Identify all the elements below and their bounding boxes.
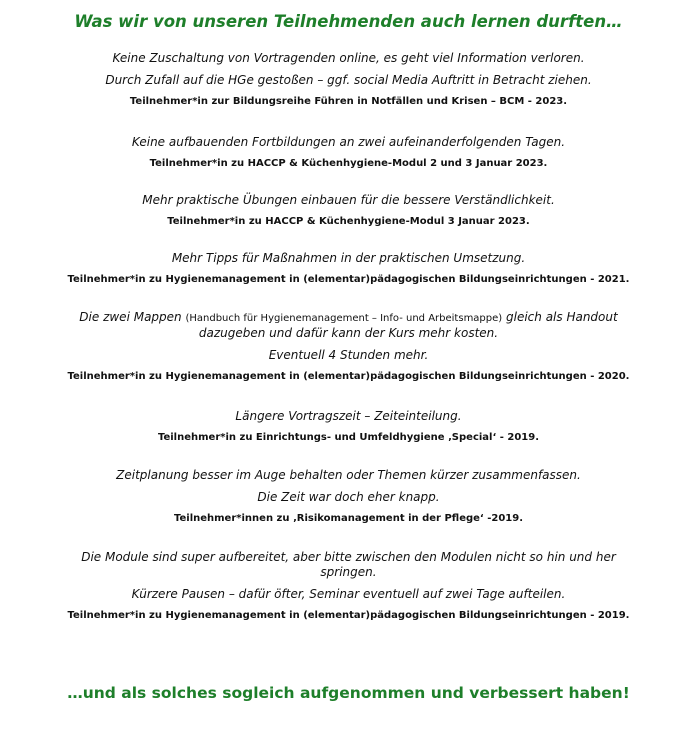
feedback-source: Teilnehmer*in zu HACCP & Küchenhygiene-Modul 2 und 3 Januar 2023. bbox=[149, 158, 548, 169]
feedback-quote: Keine Zuschaltung von Vortragenden online, es geht viel Information verloren. bbox=[112, 51, 585, 65]
feedback-source: Teilnehmer*in zur Bildungsreihe Führen in Notfällen und Krisen – BCM - 2023. bbox=[129, 96, 568, 107]
page-title: Was wir von unseren Teilnehmenden auch lernen durften… bbox=[74, 12, 623, 31]
feedback-quote: Mehr Tipps für Maßnahmen in der praktischen Umsetzung. bbox=[171, 251, 526, 265]
feedback-quote: Kürzere Pausen – dafür öfter, Seminar eventuell auf zwei Tage aufteilen. bbox=[131, 587, 566, 601]
feedback-source: Teilnehmer*in zu Hygienemanagement in (elementar)pädagogischen Bildungseinrichtungen - 2019. bbox=[67, 610, 630, 621]
feedback-source: Teilnehmer*in zu Hygienemanagement in (elementar)pädagogischen Bildungseinrichtungen - 2020. bbox=[67, 371, 630, 382]
feedback-quote: Die Zeit war doch eher knapp. bbox=[257, 490, 440, 504]
feedback-quote-aside: (Handbuch für Hygienemanagement – Info- und Arbeitsmappe) bbox=[185, 313, 503, 324]
feedback-quote-part: Die zwei Mappen bbox=[79, 310, 186, 324]
feedback-quote: Durch Zufall auf die HGe gestoßen – ggf. social Media Auftritt in Betracht ziehen. bbox=[105, 73, 592, 87]
feedback-source: Teilnehmer*in zu Hygienemanagement in (elementar)pädagogischen Bildungseinrichtungen - 2021. bbox=[67, 274, 630, 285]
closing-statement: …und als solches sogleich aufgenommen und verbessert haben! bbox=[67, 684, 630, 702]
feedback-source: Teilnehmer*innen zu ‚Risikomanagement in der Pflege‘ -2019. bbox=[173, 513, 523, 524]
feedback-block bbox=[60, 468, 637, 525]
feedback-block bbox=[60, 193, 637, 228]
feedback-quote: Längere Vortragszeit – Zeiteinteilung. bbox=[235, 409, 462, 423]
feedback-quote: Die Module sind super aufbereitet, aber bitte zwischen den Modulen nicht so hin und her springen. bbox=[81, 550, 616, 579]
feedback-quote: Eventuell 4 Stunden mehr. bbox=[268, 348, 429, 362]
feedback-quote: Zeitplanung besser im Auge behalten oder Themen kürzer zusammenfassen. bbox=[116, 468, 581, 482]
feedback-quote: Mehr praktische Übungen einbauen für die bessere Verständlichkeit. bbox=[142, 193, 555, 207]
feedback-quote-part: gleich als Handout dazugeben und dafür kann der Kurs mehr kosten. bbox=[198, 310, 618, 340]
feedback-block bbox=[60, 51, 637, 108]
feedback-block bbox=[60, 251, 637, 286]
feedback-block bbox=[60, 135, 637, 170]
feedback-block bbox=[60, 310, 637, 383]
feedback-quote: Keine aufbauenden Fortbildungen an zwei aufeinanderfolgenden Tagen. bbox=[131, 135, 566, 149]
feedback-block bbox=[60, 550, 637, 622]
feedback-source: Teilnehmer*in zu Einrichtungs- und Umfeldhygiene ‚Special‘ - 2019. bbox=[157, 432, 540, 443]
feedback-quote bbox=[60, 310, 637, 341]
feedback-source: Teilnehmer*in zu HACCP & Küchenhygiene-Modul 3 Januar 2023. bbox=[167, 216, 530, 227]
feedback-block bbox=[60, 409, 637, 444]
